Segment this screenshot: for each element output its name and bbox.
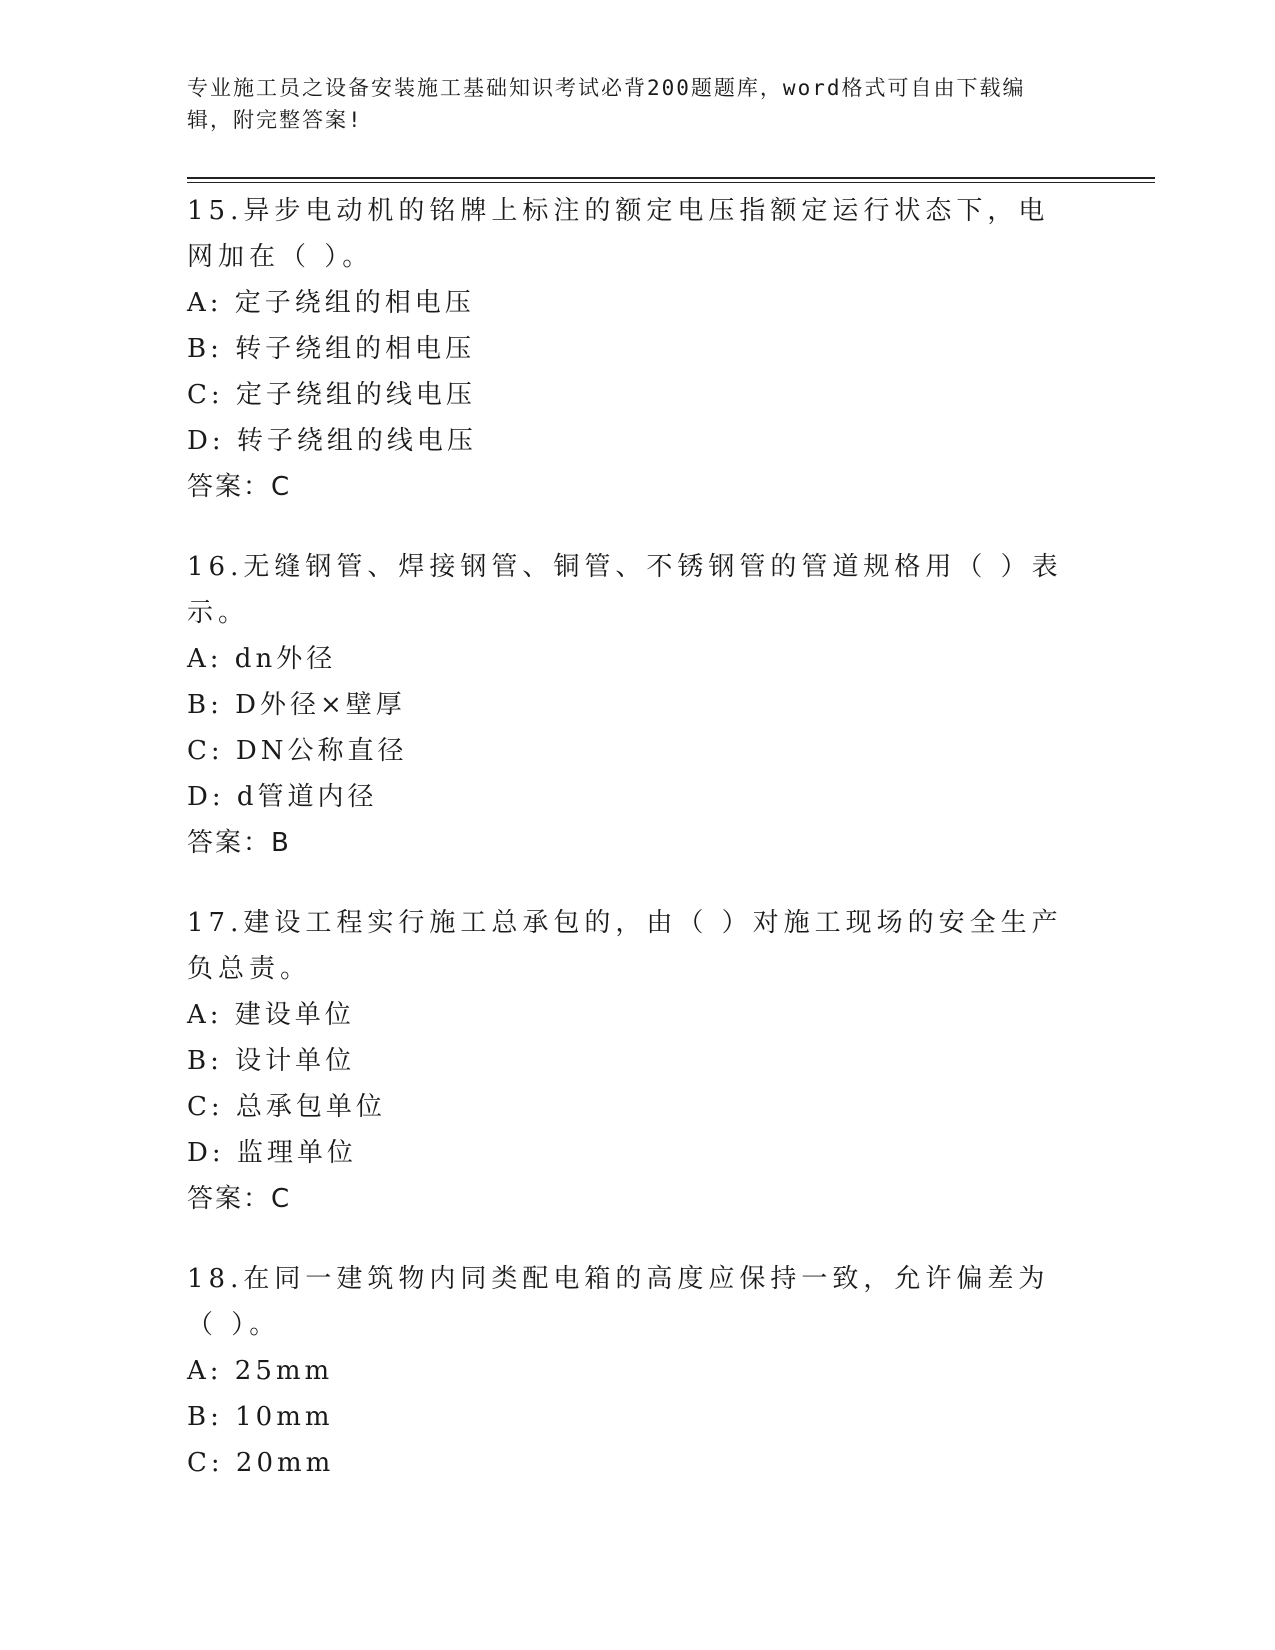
option-c: C: 20mm (187, 1448, 335, 1478)
question-16 (187, 544, 1087, 866)
option-b: B: 设计单位 (187, 1046, 356, 1076)
answer: 答案：C (187, 1184, 292, 1214)
option-d: D: 转子绕组的线电压 (187, 426, 477, 456)
option-a: A: 25mm (187, 1356, 334, 1386)
question-stem: 17.建设工程实行施工总承包的，由（ ）对施工现场的安全生产负总责。 (187, 908, 1063, 984)
question-stem: 15.异步电动机的铭牌上标注的额定电压指额定运行状态下，电网加在（ ）。 (187, 196, 1050, 272)
option-c: C: DN公称直径 (187, 736, 408, 766)
option-d: D: 监理单位 (187, 1138, 357, 1168)
page-header-title: 专业施工员之设备安装施工基础知识考试必背200题题库，word格式可自由下载编辑，附完整答案! (187, 76, 1026, 132)
option-a: A: 定子绕组的相电压 (187, 288, 475, 318)
question-17 (187, 900, 1087, 1222)
option-a: A: 建设单位 (187, 1000, 355, 1030)
option-b: B: 转子绕组的相电压 (187, 334, 476, 364)
question-stem: 16.无缝钢管、焊接钢管、铜管、不锈钢管的管道规格用（ ）表示。 (187, 552, 1063, 628)
question-stem: 18.在同一建筑物内同类配电箱的高度应保持一致，允许偏差为（ ）。 (187, 1264, 1050, 1340)
answer: 答案：C (187, 472, 292, 502)
question-list (187, 188, 1087, 1520)
option-d: D: d管道内径 (187, 782, 378, 812)
header-divider-thin (187, 182, 1155, 183)
option-b: B: 10mm (187, 1402, 334, 1432)
answer: 答案：B (187, 828, 291, 858)
question-15 (187, 188, 1087, 510)
option-b: B: D外径×壁厚 (187, 690, 406, 720)
question-18 (187, 1256, 1087, 1486)
option-a: A: dn外径 (187, 644, 337, 674)
option-c: C: 定子绕组的线电压 (187, 380, 476, 410)
header-divider-thick (187, 177, 1155, 179)
option-c: C: 总承包单位 (187, 1092, 386, 1122)
